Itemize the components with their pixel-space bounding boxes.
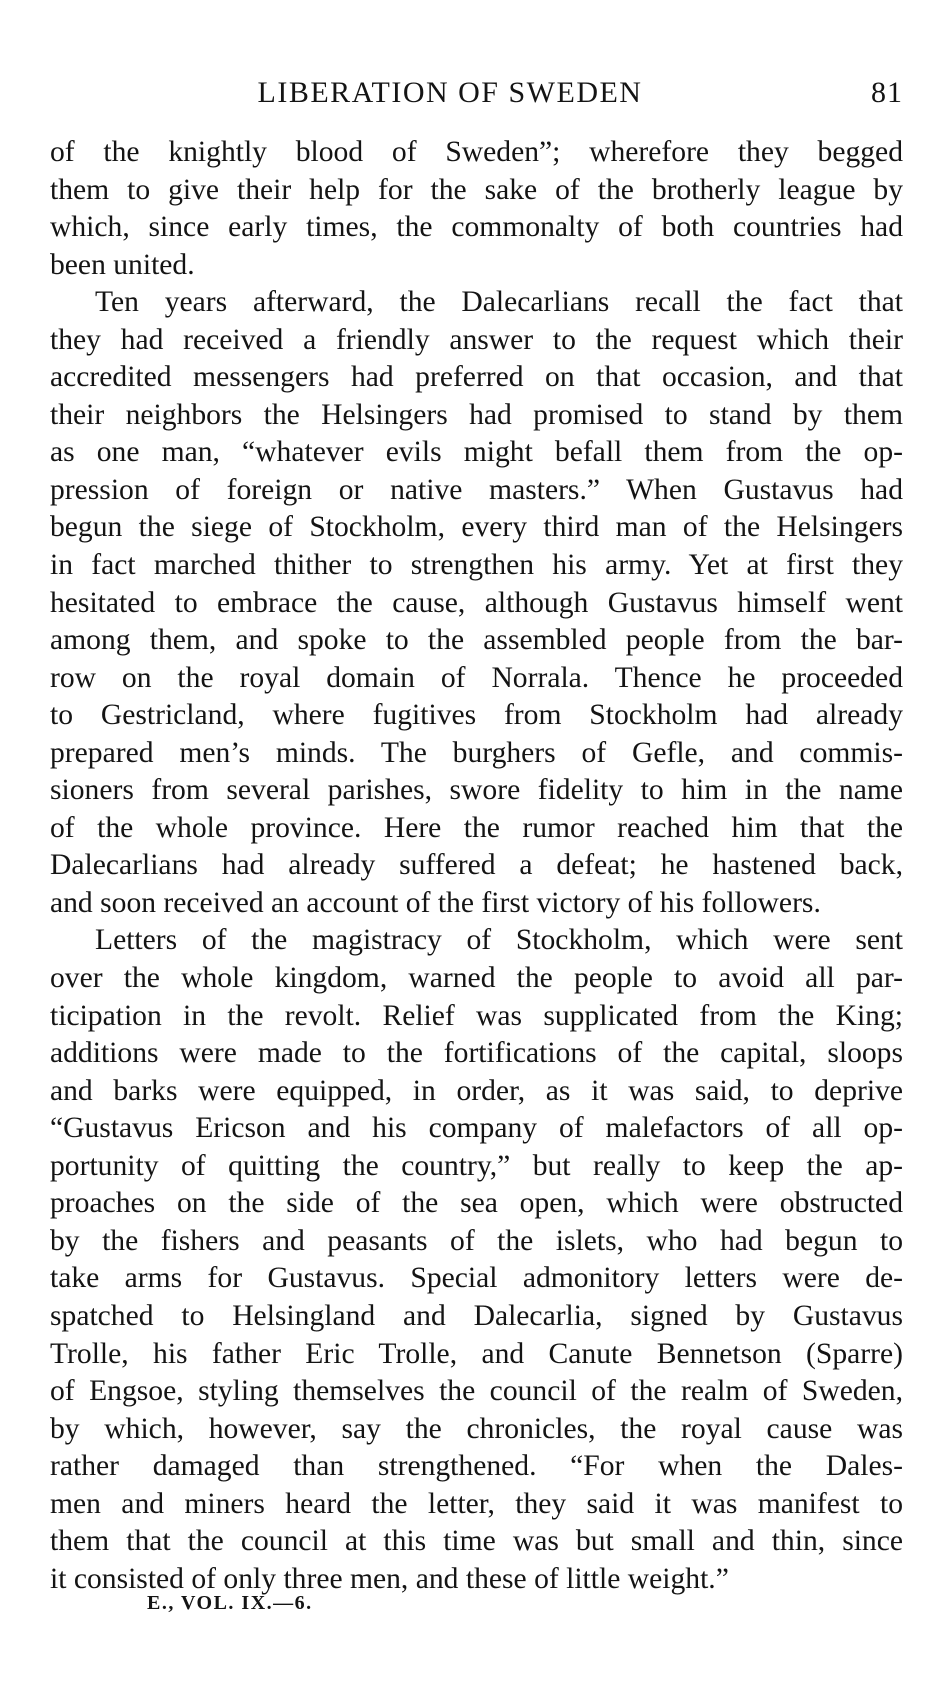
running-title: LIBERATION OF SWEDEN <box>257 76 643 109</box>
text-line: men and miners heard the letter, they said it was manifest to <box>50 1487 903 1520</box>
text-line: over the whole kingdom, warned the people to avoid all par- <box>50 962 903 995</box>
text-line: they had received a friendly answer to the request which their <box>50 323 903 356</box>
text-line: their neighbors the Helsingers had promised to stand by them <box>50 398 903 431</box>
text-line: proaches on the side of the sea open, which were obstructed <box>50 1187 903 1220</box>
text-line: begun the siege of Stockholm, every third man of the Helsingers <box>50 511 903 544</box>
text-line: prepared men’s minds. The burghers of Gefle, and commis- <box>50 736 903 769</box>
paragraph-start-line: Ten years afterward, the Dalecarlians recall the fact that <box>95 286 903 319</box>
text-line: of the knightly blood of Sweden”; wherefore they begged <box>50 136 903 168</box>
text-line: “Gustavus Ericson and his company of malefactors of all op- <box>50 1112 903 1145</box>
body-text <box>50 134 903 1598</box>
text-line: pression of foreign or native masters.” When Gustavus had <box>50 473 903 506</box>
paragraph-start-line: Letters of the magistracy of Stockholm, which were sent <box>95 924 903 957</box>
text-line: by which, however, say the chronicles, the royal cause was <box>50 1412 903 1445</box>
page-number: 81 <box>871 76 903 109</box>
text-line: spatched to Helsingland and Dalecarlia, signed by Gustavus <box>50 1299 903 1332</box>
text-line: accredited messengers had preferred on that occasion, and that <box>50 361 903 394</box>
text-line: Dalecarlians had already suffered a defeat; he hastened back, <box>50 849 903 882</box>
text-line: by the fishers and peasants of the islets, who had begun to <box>50 1224 903 1257</box>
text-line: them that the council at this time was but small and thin, since <box>50 1525 903 1558</box>
text-line: row on the royal domain of Norrala. Thence he proceeded <box>50 661 903 694</box>
text-line: Trolle, his father Eric Trolle, and Canute Bennetson (Sparre) <box>50 1337 903 1370</box>
text-line: it consisted of only three men, and these of little weight.” <box>50 1562 729 1595</box>
text-line: them to give their help for the sake of the brotherly league by <box>50 173 903 206</box>
text-line: rather damaged than strengthened. “For when the Dales- <box>50 1450 903 1483</box>
text-line: of Engsoe, styling themselves the council of the realm of Sweden, <box>50 1375 903 1408</box>
text-line: to Gestricland, where fugitives from Stockholm had already <box>50 699 903 732</box>
text-line: sioners from several parishes, swore fidelity to him in the name <box>50 774 903 807</box>
text-line: additions were made to the fortifications of the capital, sloops <box>50 1037 903 1070</box>
text-line: been united. <box>50 248 195 281</box>
text-line: as one man, “whatever evils might befall them from the op- <box>50 436 903 469</box>
text-line: among them, and spoke to the assembled people from the bar- <box>50 624 903 657</box>
running-head <box>50 72 903 118</box>
text-line: hesitated to embrace the cause, although Gustavus himself went <box>50 586 903 619</box>
text-line: portunity of quitting the country,” but really to keep the ap- <box>50 1149 903 1182</box>
text-line: and barks were equipped, in order, as it was said, to deprive <box>50 1074 903 1107</box>
text-line: ticipation in the revolt. Relief was supplicated from the King; <box>50 999 903 1032</box>
text-line: and soon received an account of the first victory of his followers. <box>50 886 821 919</box>
text-line: in fact marched thither to strengthen his army. Yet at first they <box>50 549 903 582</box>
text-line: of the whole province. Here the rumor reached him that the <box>50 811 903 844</box>
text-line: take arms for Gustavus. Special admonitory letters were de- <box>50 1262 903 1295</box>
signature-mark: E., VOL. IX.—6. <box>147 1592 313 1614</box>
text-line: which, since early times, the commonalty of both countries had <box>50 211 903 244</box>
